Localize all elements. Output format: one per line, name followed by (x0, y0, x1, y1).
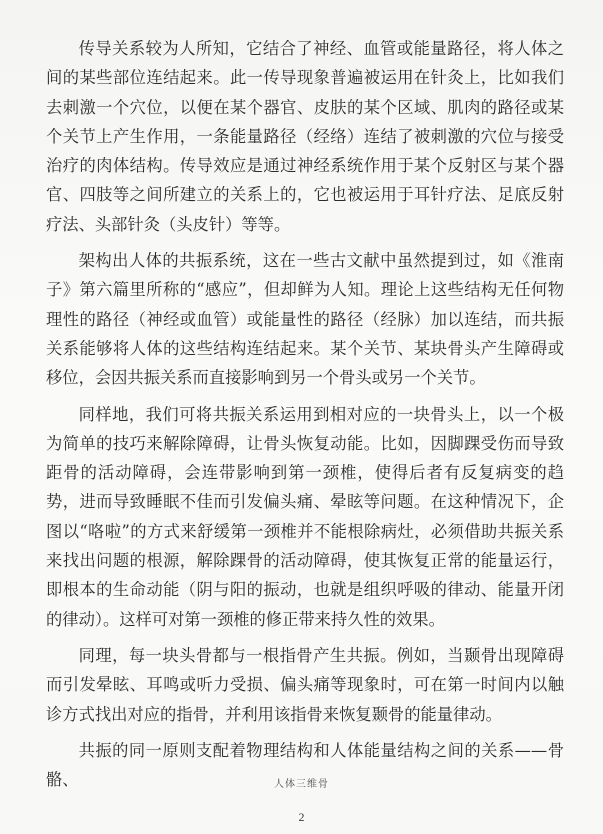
running-footer-title: 人体三维骨 (274, 779, 329, 790)
page-number: 2 (298, 810, 305, 824)
body-text (46, 34, 564, 801)
paragraph-conduction: 传导关系较为人所知，它结合了神经、血管或能量路径，将人体之间的某些部位连结起来。此一传导现象普遍被运用在针灸上，比如我们去刺激一个穴位，以便在某个器官、皮肤的某个区域、肌肉的路径或某个关节上产生作用，一条能量路径（经络）连结了被刺激的穴位与接受治疗的肉体结构。传导效应是通过神经系统作用于某个反射区与某个器官、四肢等之间所建立的关系上的，它也被运用于耳针疗法、足底反射疗法、头部针灸（头皮针）等等。 (46, 39, 564, 234)
paragraph-skull-finger: 同理，每一块头骨都与一根指骨产生共振。例如，当颞骨出现障碍而引发晕眩、耳鸣或听力受损、偏头痛等现象时，可在第一时间内以触诊方式找出对应的指骨，并利用该指骨来恢复颞骨的能量律动。 (46, 645, 564, 724)
paragraph-bone-resonance: 同样地，我们可将共振关系运用到相对应的一块骨头上，以一个极为简单的技巧来解除障碍，让骨头恢复动能。比如，因脚踝受伤而导致距骨的活动障碍，会连带影响到第一颈椎，使得后者有反复病变的趋势，进而导致睡眠不佳而引发偏头痛、晕眩等问题。在这种情况下，企图以“咯啦”的方式来舒缓第一颈椎并不能根除病灶，必须借助共振关系来找出问题的根源，解除踝骨的活动障碍，使其恢复正常的能量运行，即根本的生命动能（阴与阳的振动，也就是组织呼吸的律动、能量开闭的律动）。这样可对第一颈椎的修正带来持久性的效果。 (46, 404, 564, 629)
paragraph-resonance-system: 架构出人体的共振系统，这在一些古文献中虽然提到过，如《淮南子》第六篇里所称的“感应”，但却鲜为人知。理论上这些结构无任何物理性的路径（神经或血管）或能量性的路径（经脉）加以连结，而共振关系能够将人体的这些结构连结起来。某个关节、某块骨头产生障碍或移位，会因共振关系而直接影响到另一个骨头或另一个关节。 (46, 251, 564, 388)
paragraph-same-principle: 共振的同一原则支配着物理结构和人体能量结构之间的关系——骨骼、 (46, 740, 564, 790)
